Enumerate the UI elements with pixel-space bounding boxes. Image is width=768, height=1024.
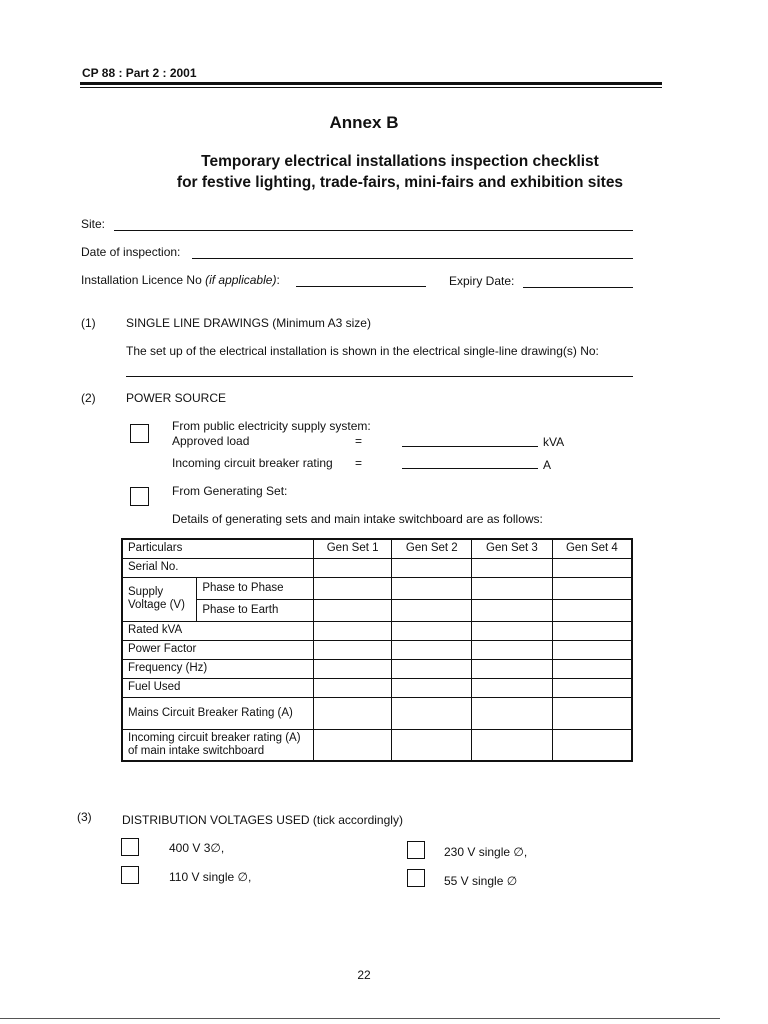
voltage-110-checkbox[interactable] [121, 866, 139, 884]
cell-input[interactable] [552, 678, 632, 697]
approved-load-label: Approved load [172, 434, 250, 448]
checklist-title-line1: Temporary electrical installations inspection checklist [201, 153, 599, 170]
cell-input[interactable] [313, 678, 392, 697]
date-label: Date of inspection: [81, 245, 181, 259]
cell-input[interactable] [392, 659, 472, 678]
header-gen-set-3: Gen Set 3 [472, 539, 553, 558]
table-row [122, 729, 632, 761]
header-particulars: Particulars [122, 539, 313, 558]
cell-input[interactable] [392, 729, 472, 761]
section1-text: The set up of the electrical installation is shown in the electrical single-line drawing(s) No: [126, 344, 599, 358]
table-row [122, 558, 632, 577]
header-rule-thin [80, 87, 662, 88]
drawing-number-field[interactable] [126, 376, 633, 377]
cell-input[interactable] [392, 697, 472, 729]
incoming-rating-field[interactable] [402, 468, 538, 469]
checklist-title-line2: for festive lighting, trade-fairs, mini-fairs and exhibition sites [176, 174, 624, 191]
cell-input[interactable] [552, 729, 632, 761]
public-supply-checkbox[interactable] [130, 424, 149, 443]
cell-input[interactable] [313, 697, 392, 729]
licence-field[interactable] [296, 286, 426, 287]
cell-input[interactable] [313, 659, 392, 678]
cell-input[interactable] [313, 577, 392, 599]
expiry-label: Expiry Date: [449, 274, 515, 288]
document-reference: CP 88 : Part 2 : 2001 [82, 66, 197, 80]
generating-set-table [121, 538, 633, 762]
cell-input[interactable] [313, 558, 392, 577]
cell-input[interactable] [313, 729, 392, 761]
generating-details-text: Details of generating sets and main intake switchboard are as follows: [172, 512, 543, 526]
voltage-400-checkbox[interactable] [121, 838, 139, 856]
site-field[interactable] [114, 230, 633, 231]
section2-number: (2) [81, 391, 96, 405]
expiry-field[interactable] [523, 287, 633, 288]
row-label-power-factor: Power Factor [122, 640, 313, 659]
cell-input[interactable] [472, 621, 553, 640]
table-row [122, 697, 632, 729]
section1-heading: SINGLE LINE DRAWINGS (Minimum A3 size) [126, 316, 371, 330]
cell-input[interactable] [472, 558, 553, 577]
site-label: Site: [81, 217, 106, 231]
cell-input[interactable] [313, 621, 392, 640]
incoming-rating-label: Incoming circuit breaker rating [172, 456, 333, 470]
voltage-230-checkbox[interactable] [407, 841, 425, 859]
section3-heading: DISTRIBUTION VOLTAGES USED (tick accordingly) [122, 813, 403, 827]
header-gen-set-1: Gen Set 1 [313, 539, 392, 558]
cell-input[interactable] [472, 640, 553, 659]
approved-load-equals: = [355, 434, 363, 448]
table-row [122, 678, 632, 697]
approved-load-field[interactable] [402, 446, 538, 447]
table-row [122, 577, 632, 599]
table-header-row [122, 539, 632, 558]
section1-number: (1) [81, 316, 96, 330]
page-number: 22 [357, 968, 371, 982]
cell-input[interactable] [552, 577, 632, 599]
row-label-fuel: Fuel Used [122, 678, 313, 697]
row-label-mains-cb: Mains Circuit Breaker Rating (A) [122, 697, 313, 729]
cell-input[interactable] [552, 697, 632, 729]
annex-title: Annex B [329, 113, 399, 132]
table-row [122, 599, 632, 621]
cell-input[interactable] [392, 640, 472, 659]
cell-input[interactable] [392, 558, 472, 577]
row-label-phase-earth: Phase to Earth [197, 599, 313, 621]
cell-input[interactable] [313, 599, 392, 621]
incoming-rating-equals: = [355, 456, 363, 470]
header-rule [80, 82, 662, 85]
cell-input[interactable] [392, 577, 472, 599]
cell-input[interactable] [552, 640, 632, 659]
licence-label-italic: (if applicable) [205, 273, 277, 287]
row-label-serial: Serial No. [122, 558, 313, 577]
table-row [122, 621, 632, 640]
voltage-400-label: 400 V 3∅, [169, 841, 225, 855]
cell-input[interactable] [552, 659, 632, 678]
table-row [122, 659, 632, 678]
licence-label-colon: : [276, 273, 280, 287]
voltage-110-label: 110 V single ∅, [169, 870, 252, 884]
checklist-title [60, 151, 740, 193]
voltage-55-label: 55 V single ∅ [444, 874, 518, 888]
cell-input[interactable] [472, 599, 553, 621]
section3-number: (3) [77, 810, 92, 824]
cell-input[interactable] [392, 599, 472, 621]
public-supply-label: From public electricity supply system: [172, 419, 371, 433]
generating-set-checkbox[interactable] [130, 487, 149, 506]
cell-input[interactable] [472, 659, 553, 678]
cell-input[interactable] [392, 678, 472, 697]
header-gen-set-4: Gen Set 4 [552, 539, 632, 558]
generating-set-label: From Generating Set: [172, 484, 288, 498]
cell-input[interactable] [472, 577, 553, 599]
row-label-incoming-cb: Incoming circuit breaker rating (A) of main intake switchboard [122, 729, 313, 761]
cell-input[interactable] [472, 729, 553, 761]
licence-label [81, 273, 280, 287]
cell-input[interactable] [552, 558, 632, 577]
cell-input[interactable] [392, 621, 472, 640]
table-row [122, 640, 632, 659]
voltage-230-label: 230 V single ∅, [444, 845, 528, 859]
row-label-phase-phase: Phase to Phase [197, 577, 313, 599]
section2-heading: POWER SOURCE [126, 391, 227, 405]
date-field[interactable] [192, 258, 633, 259]
voltage-55-checkbox[interactable] [407, 869, 425, 887]
row-label-rated-kva: Rated kVA [122, 621, 313, 640]
row-label-supply-voltage: Supply Voltage (V) [122, 577, 197, 621]
row-label-frequency: Frequency (Hz) [122, 659, 313, 678]
header-gen-set-2: Gen Set 2 [392, 539, 472, 558]
cell-input[interactable] [472, 678, 553, 697]
cell-input[interactable] [552, 621, 632, 640]
cell-input[interactable] [552, 599, 632, 621]
footer-rule [0, 1018, 720, 1019]
incoming-rating-unit: A [543, 458, 552, 472]
cell-input[interactable] [313, 640, 392, 659]
cell-input[interactable] [472, 697, 553, 729]
licence-label-text: Installation Licence No [81, 273, 206, 287]
approved-load-unit: kVA [543, 435, 565, 449]
